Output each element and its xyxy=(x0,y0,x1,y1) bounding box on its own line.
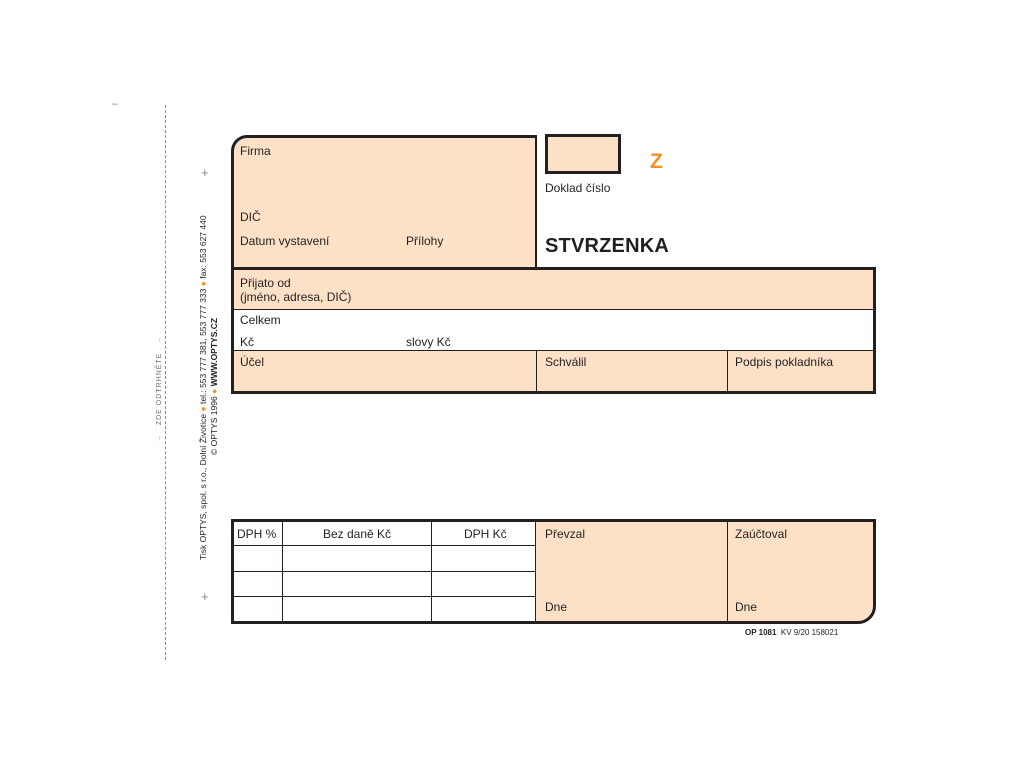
tear-text: ZDE ODTRHNĚTE xyxy=(156,352,163,426)
register-mark-bottom: + xyxy=(201,589,209,604)
doklad-cislo-box xyxy=(545,134,621,174)
zauctoval-label: Zaúčtoval xyxy=(735,527,788,541)
dph-kc-header: DPH Kč xyxy=(464,527,507,541)
ucel-divider-2 xyxy=(727,351,728,391)
ucel-label: Účel xyxy=(240,355,265,369)
datum-label: Datum vystavení xyxy=(240,234,330,248)
slovy-kc-label: slovy Kč xyxy=(406,335,451,349)
document-title: STVRZENKA xyxy=(545,235,670,257)
form-code-bold: OP 1081 xyxy=(745,628,777,637)
firma-box xyxy=(231,135,537,231)
printer-info-line2 xyxy=(209,318,219,455)
printer-fax: fax: 553 627 440 xyxy=(198,215,208,279)
dne-label-1: Dne xyxy=(545,600,568,614)
bullet-icon: ● xyxy=(198,406,208,412)
bullet-icon: ● xyxy=(198,281,208,287)
dph-pct-header: DPH % xyxy=(237,527,277,541)
bullet-icon: ● xyxy=(209,388,219,394)
arrow-right-icon: → xyxy=(156,434,163,442)
kc-label: Kč xyxy=(240,335,255,349)
ucel-divider-1 xyxy=(536,351,537,391)
dph-col-line-1 xyxy=(282,522,283,621)
dph-header-line xyxy=(234,545,536,546)
prilohy-label: Přílohy xyxy=(406,234,444,248)
dph-row-line-1 xyxy=(234,571,536,572)
prevzal-divider xyxy=(727,522,728,621)
prijato-od-sublabel: (jméno, adresa, DIČ) xyxy=(240,290,352,304)
schvalil-label: Schválil xyxy=(545,355,587,369)
printer-name: Tisk OPTYS, spol. s r.o., Dolní Životice xyxy=(198,413,208,560)
dph-row-line-2 xyxy=(234,596,536,597)
celkem-label: Celkem xyxy=(240,313,281,327)
bez-dane-header: Bez daně Kč xyxy=(323,527,392,541)
website: WWW.OPTYS.CZ xyxy=(209,317,219,387)
form-code-rest: KV 9/20 158021 xyxy=(780,628,839,637)
podpis-label: Podpis pokladníka xyxy=(735,355,834,369)
form-code xyxy=(745,628,838,637)
printer-info-line1 xyxy=(198,215,208,560)
firma-label: Firma xyxy=(240,144,271,158)
copyright: © OPTYS 1996 xyxy=(209,396,219,455)
dash-mark: – xyxy=(112,98,119,110)
z-mark: Z xyxy=(650,150,663,173)
dic-label: DIČ xyxy=(240,210,261,224)
arrow-right-icon: → xyxy=(156,335,163,344)
tear-line xyxy=(165,105,166,660)
printer-phone: tel.: 553 777 381, 553 777 333 xyxy=(198,288,208,404)
dne-label-2: Dne xyxy=(735,600,758,614)
register-mark-top: + xyxy=(201,165,209,180)
celkem-row xyxy=(234,309,873,351)
prevzal-label: Převzal xyxy=(545,527,586,541)
dph-col-line-2 xyxy=(431,522,432,621)
doklad-cislo-label: Doklad číslo xyxy=(545,181,611,195)
prijato-od-label: Přijato od xyxy=(240,276,291,290)
tear-label xyxy=(156,336,163,442)
